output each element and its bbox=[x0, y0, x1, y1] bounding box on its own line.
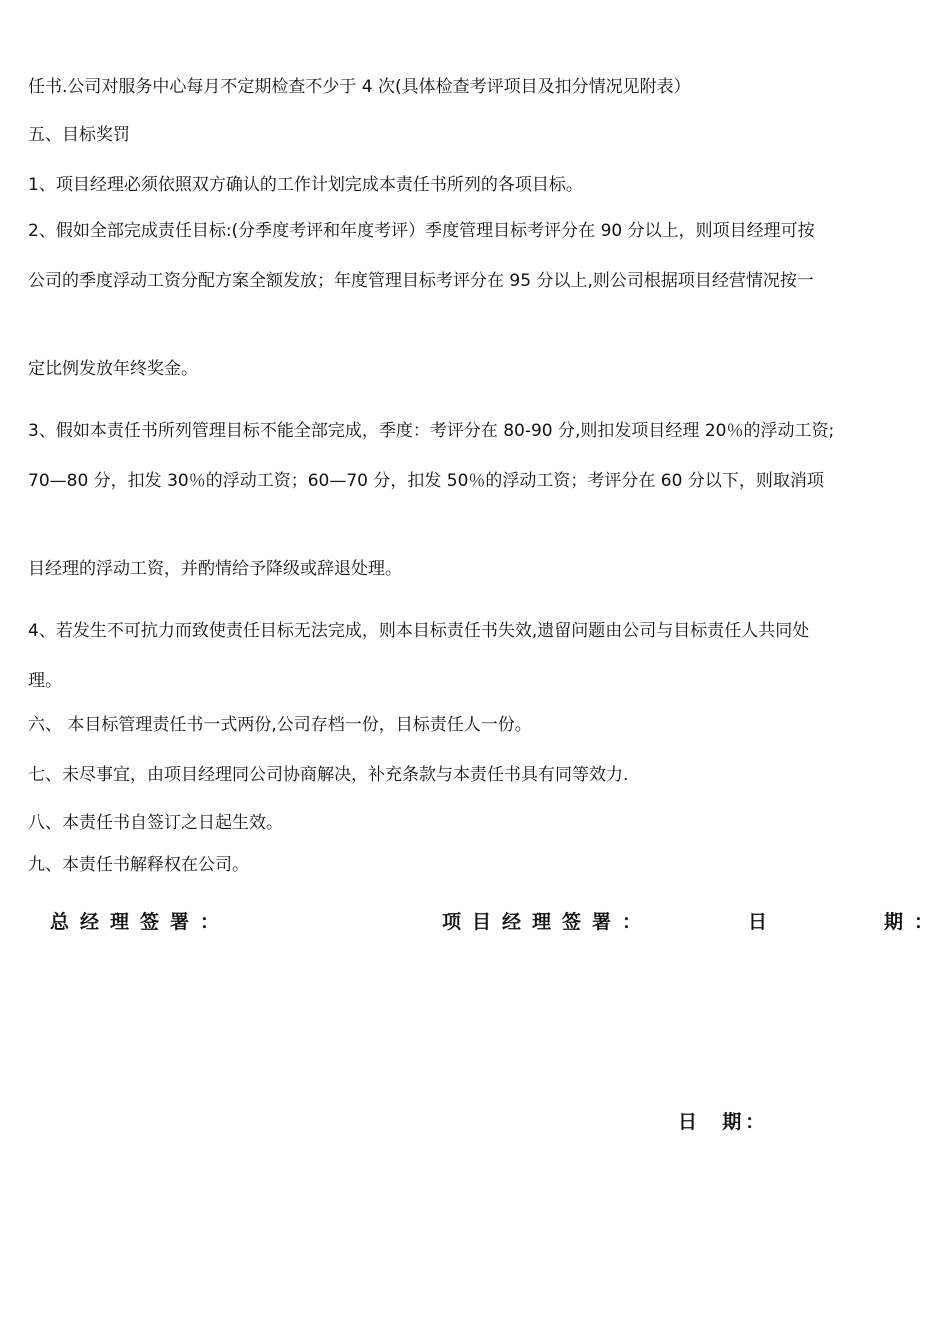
paragraph-line: 2、假如全部完成责任目标:(分季度考评和年度考评）季度管理目标考评分在 90 分以上，则项目经理可按 bbox=[28, 221, 815, 241]
section-line: 六、 本目标管理责任书一式两份,公司存档一份，目标责任人一份。 bbox=[28, 715, 532, 735]
paragraph-line: 70—80 分，扣发 30％的浮动工资；60—70 分，扣发 50％的浮动工资；考评分在 60 分以下，则取消项 bbox=[28, 471, 824, 491]
bottom-date-label: 日 期： bbox=[678, 1111, 769, 1133]
paragraph-line: 4、若发生不可抗力而致使责任目标无法完成，则本目标责任书失效,遗留问题由公司与目标责任人共同处 bbox=[28, 621, 810, 641]
section-heading: 五、目标奖罚 bbox=[28, 125, 130, 145]
paragraph-line: 1、项目经理必须依照双方确认的工作计划完成本责任书所列的各项目标。 bbox=[28, 175, 583, 195]
paragraph-line: 公司的季度浮动工资分配方案全额发放；年度管理目标考评分在 95 分以上,则公司根据项目经营情况按一 bbox=[28, 271, 814, 291]
paragraph-line: 定比例发放年终奖金。 bbox=[28, 359, 198, 379]
section-line: 九、本责任书解释权在公司。 bbox=[28, 855, 249, 875]
paragraph-line: 理。 bbox=[28, 671, 62, 691]
paragraph-line: 目经理的浮动工资，并酌情给予降级或辞退处理。 bbox=[28, 559, 402, 579]
paragraph-line: 任书.公司对服务中心每月不定期检查不少于 4 次(具体检查考评项目及扣分情况见附表） bbox=[28, 77, 691, 97]
paragraph-line: 3、假如本责任书所列管理目标不能全部完成，季度：考评分在 80-90 分,则扣发项目经理 20％的浮动工资; bbox=[28, 421, 835, 441]
date-label-first-char: 日 bbox=[748, 911, 779, 933]
project-manager-signature-label: 项目经理签署： bbox=[442, 911, 653, 933]
date-label-second-char: 期： bbox=[884, 911, 945, 933]
section-line: 七、未尽事宜，由项目经理同公司协商解决，补充条款与本责任书具有同等效力. bbox=[28, 765, 629, 785]
general-manager-signature-label: 总经理签署： bbox=[50, 911, 231, 933]
section-line: 八、本责任书自签订之日起生效。 bbox=[28, 813, 283, 833]
